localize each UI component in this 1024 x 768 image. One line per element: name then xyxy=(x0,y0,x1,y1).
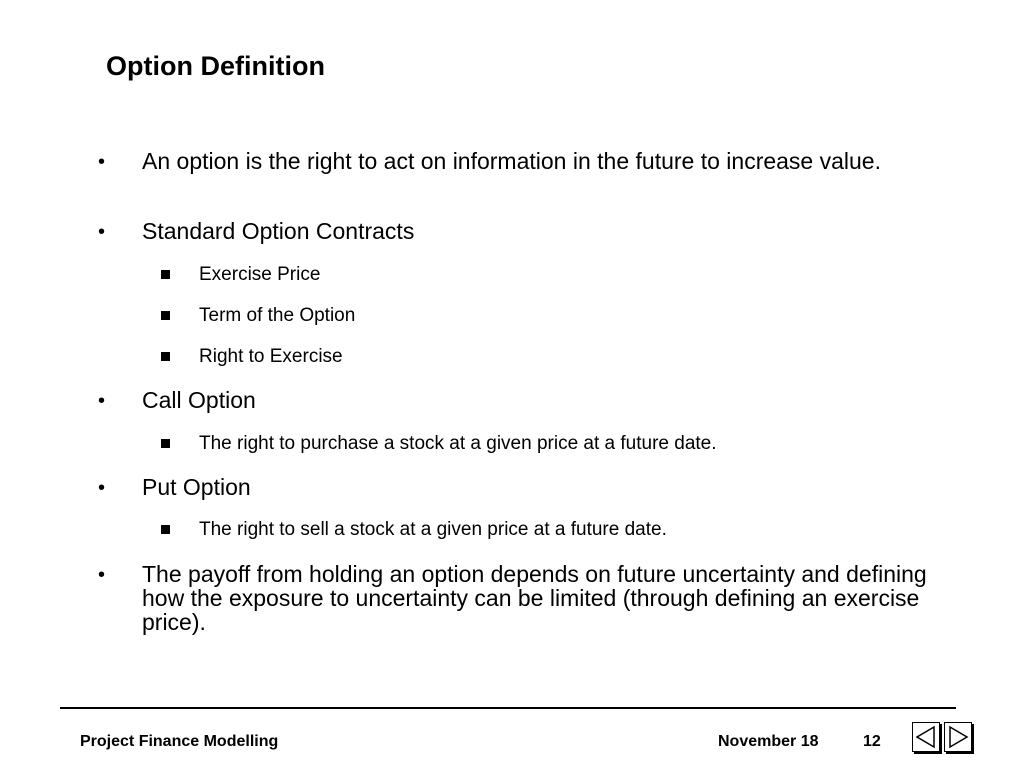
square-bullet-icon xyxy=(161,439,170,448)
bullet-dot: • xyxy=(98,221,106,243)
bullet-item xyxy=(98,218,942,244)
sub-bullet-item xyxy=(199,520,959,540)
sub-bullet-text: The right to purchase a stock at a given price at a future date. xyxy=(199,433,717,454)
square-bullet-icon xyxy=(161,525,170,534)
bullet-dot: • xyxy=(98,477,106,499)
square-bullet-icon xyxy=(161,270,170,279)
footer-page-number: 12 xyxy=(863,733,881,750)
bullet-dot: • xyxy=(98,151,106,173)
sub-bullet-text: Term of the Option xyxy=(199,305,356,326)
sub-bullet-item xyxy=(199,306,959,326)
square-bullet-icon xyxy=(161,311,170,320)
slide-title: Option Definition xyxy=(106,51,325,81)
bullet-item xyxy=(98,387,942,413)
square-bullet-icon xyxy=(161,352,170,361)
bullet-item xyxy=(98,148,942,174)
bullet-dot: • xyxy=(98,564,106,586)
sub-bullet-item xyxy=(199,347,959,367)
bullet-dot: • xyxy=(98,390,106,412)
previous-slide-button[interactable] xyxy=(912,722,940,752)
next-slide-button[interactable] xyxy=(944,722,972,752)
footer-divider xyxy=(60,707,956,709)
bullet-text: The payoff from holding an option depends on future uncertainty and defining how the exposure to uncertainty can be limited (through defining an exercise price). xyxy=(142,561,927,635)
bullet-text: Call Option xyxy=(142,387,256,413)
sub-bullet-item xyxy=(199,434,959,454)
bullet-text: Put Option xyxy=(142,474,251,500)
sub-bullet-text: Right to Exercise xyxy=(199,346,343,367)
triangle-left-icon xyxy=(913,723,939,751)
triangle-right-icon xyxy=(945,723,971,751)
bullet-item xyxy=(98,474,942,500)
bullet-text: Standard Option Contracts xyxy=(142,218,415,244)
bullet-text: An option is the right to act on information in the future to increase value. xyxy=(142,148,881,174)
sub-bullet-text: Exercise Price xyxy=(199,264,321,285)
footer-presentation-title: Project Finance Modelling xyxy=(80,733,279,750)
sub-bullet-item xyxy=(199,265,959,285)
footer-date: November 18 xyxy=(718,733,819,750)
sub-bullet-text: The right to sell a stock at a given price at a future date. xyxy=(199,519,667,540)
bullet-item xyxy=(98,561,942,635)
